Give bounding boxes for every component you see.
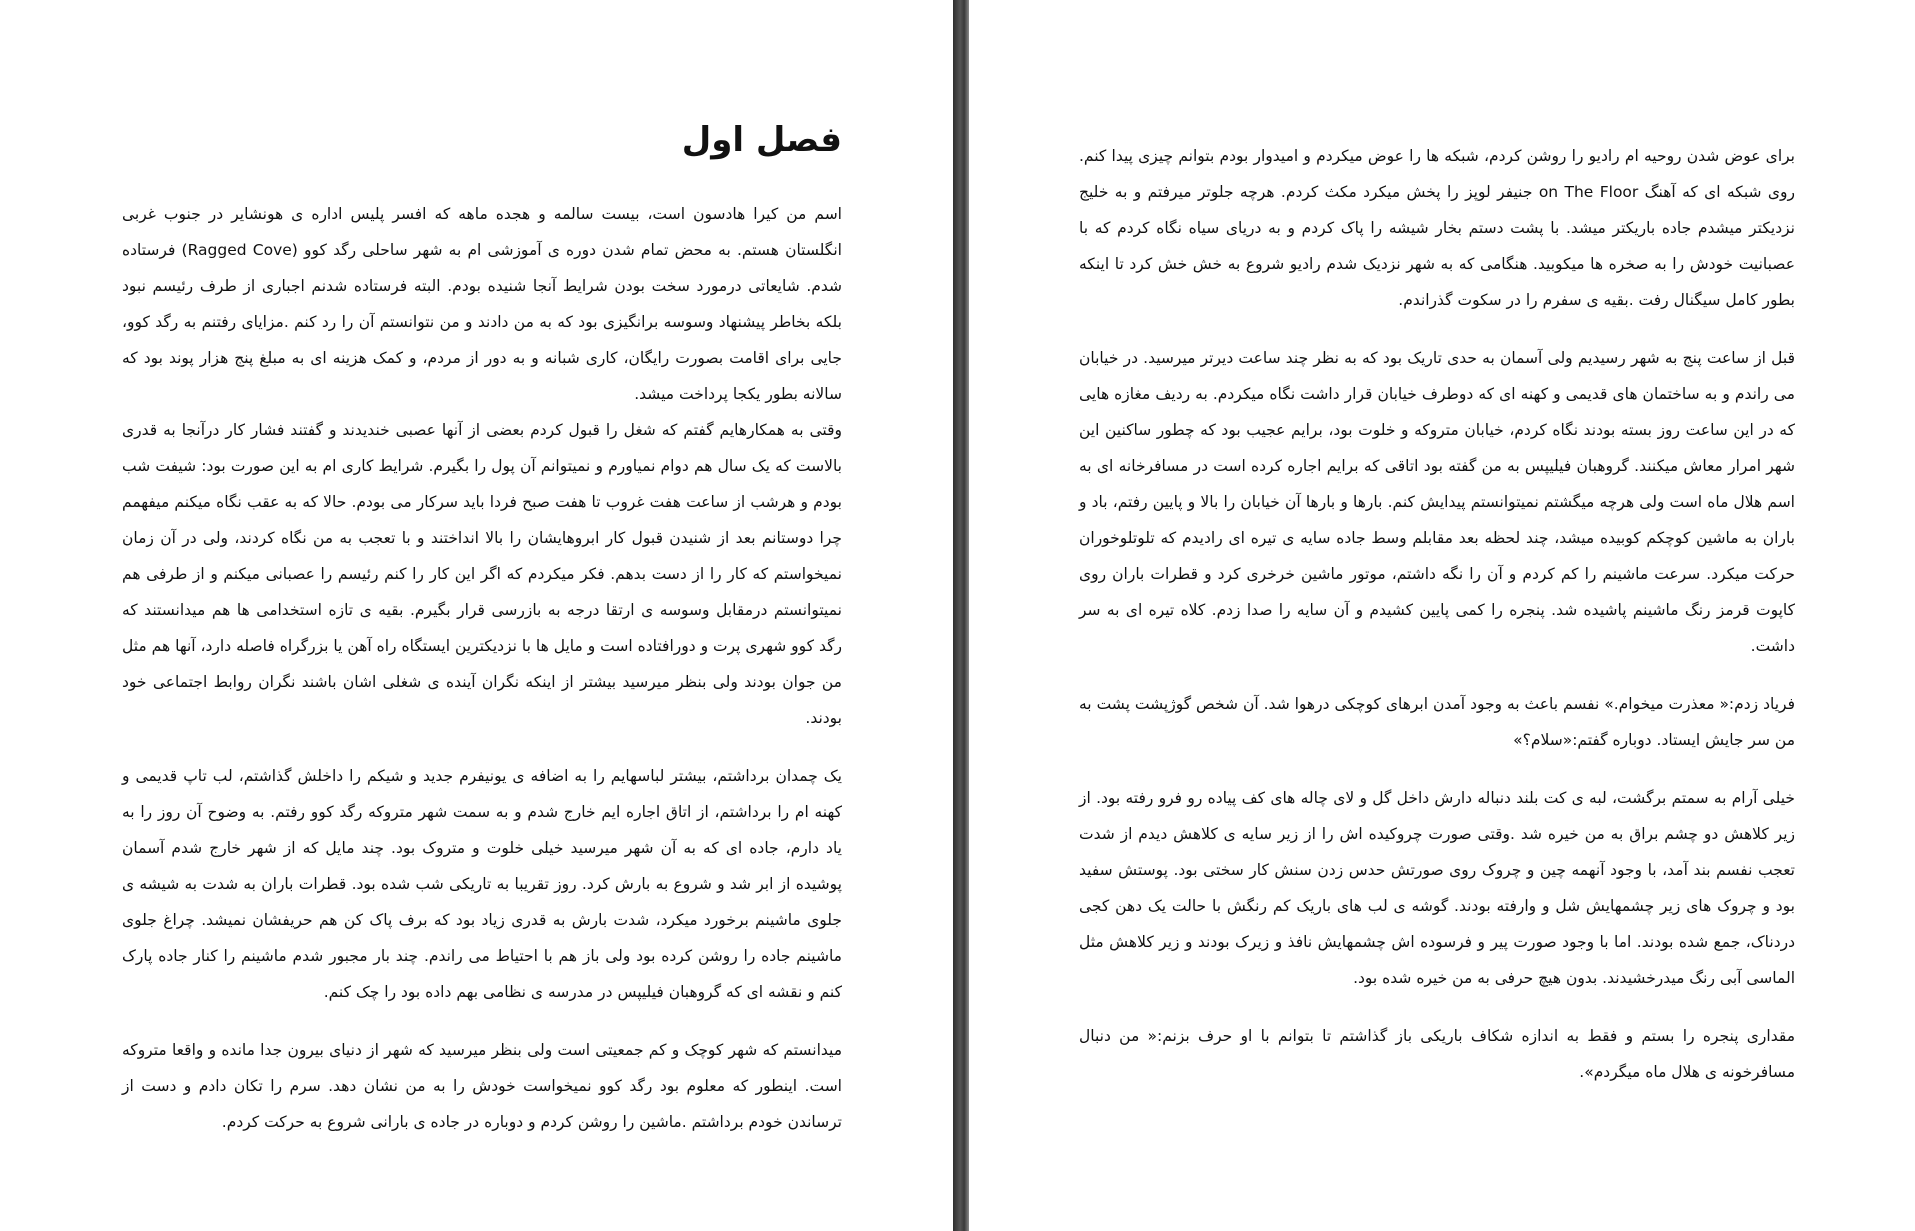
paragraph: فریاد زدم:« معذرت میخوام.» نفسم باعث به وجود آمدن ابرهای کوچکی درهوا شد. آن شخص گوژپشت پشت به من سر جایش ایستاد. دوباره گفتم:«سلام؟» [1079,695,1795,749]
left-page [0,0,953,1231]
left-page-body [122,196,842,1140]
paragraph: یک چمدان برداشتم، بیشتر لباسهایم را به اضافه ی یونیفرم جدید و شیکم را داخلش گذاشتم، لب تاپ قدیمی و کهنه ام را برداشتم، از اتاق اجاره ایم خارج شدم و به سمت شهر متروکه رگد کوو رفتم. به وضوح آن روز را به یاد دارم، جاده ای که به آن شهر میرسید خیلی خلوت و متروک بود. چند مایل که از شهر خارج شدم آسمان پوشیده از ابر شد و شروع به بارش کرد. روز تقریبا به تاریکی شب شده بود. قطرات باران به شدت به شیشه ی جلوی ماشینم برخورد میکرد، شدت بارش به قدری زیاد بود که برف پاک کن هم حریفشان نمیشد. چراغ جلوی ماشینم جاده را روشن کرده بود ولی باز هم با احتیاط می راندم. چند بار مجبور شدم ماشینم را کنار جاده پارک کنم و نقشه ای که گروهبان فیلیپس در مدرسه ی نظامی بهم داده بود را چک کنم. [122,767,842,1001]
paragraph: میدانستم که شهر کوچک و کم جمعیتی است ولی بنظر میرسید که شهر از دنیای بیرون جدا مانده و واقعا متروکه است. اینطور که معلوم بود رگد کوو نمیخواست خودش را به من نشان دهد. سرم را تکان دادم و دست از ترساندن خودم برداشتم .ماشین را روشن کردم و دوباره در جاده ی بارانی شروع به حرکت کردم. [122,1041,842,1131]
paragraph: اسم من کیرا هادسون است، بیست سالمه و هجده ماهه که افسر پلیس اداره ی هونشایر در جنوب غربی انگلستان هستم. به محض تمام شدن دوره ی آموزشی ام به شهر ساحلی رگد کوو (Ragged Cove) فرستاده شدم. شایعاتی درمورد سخت بودن شرایط آنجا شنیده بودم. البته فرستاده شدنم اجباری از طرف رئیسم نبود بلکه بخاطر پیشنهاد وسوسه برانگیزی بود که به من دادند و من نتوانستم آن را رد کنم .مزایای رفتنم به رگد کوو، جایی برای اقامت بصورت رایگان، کاری شبانه و به دور از مردم، و کمک هزینه ای به مبلغ پنج هزار پوند بود که سالانه بطور یکجا پرداخت میشد. [122,205,842,403]
paragraph: برای عوض شدن روحیه ام رادیو را روشن کردم، شبکه ها را عوض میکردم و امیدوار بودم بتوانم چیزی پیدا کنم. روی شبکه ای که آهنگ on The Floor جنیفر لوپز را پخش میکرد مکث کردم. هرچه جلوتر میرفتم و به خلیج نزدیکتر میشدم جاده باریکتر میشد. با پشت دستم بخار شیشه را پاک کردم و به دریای سیاه نگاه کردم که با عصبانیت خودش را به صخره ها میکوبید. هنگامی که به شهر نزدیک شدم رادیو شروع به خش خش کرد تا اینکه بطور کامل سیگنال رفت .بقیه ی سفرم را در سکوت گذراندم. [1079,147,1795,309]
paragraph: مقداری پنجره را بستم و فقط به اندازه شکاف باریکی باز گذاشتم تا بتوانم با او حرف بزنم:« من دنبال مسافرخونه ی هلال ماه میگردم». [1079,1027,1795,1081]
right-page [969,0,1915,1231]
chapter-title: فصل اول [681,120,842,160]
paragraph: قبل از ساعت پنج به شهر رسیدیم ولی آسمان به حدی تاریک بود که به نظر چند ساعت دیرتر میرسید. در خیابان می راندم و به ساختمان های قدیمی و کهنه ای که دوطرف خیابان قرار داشت نگاه میکردم. به ردیف مغازه هایی که در این ساعت روز بسته بودند نگاه کردم، خیابان متروکه و خلوت بود، برایم عجیب بود که چطور ساکنین این شهر امرار معاش میکنند. گروهبان فیلیپس به من گفته بود اتاقی که برایم اجاره کرده است در مسافرخانه ای به اسم هلال ماه است ولی هرچه میگشتم نمیتوانستم پیدایش کنم. بارها و بارها آن خیابان را بالا و پایین رفتم، باد و باران به ماشین کوچکم کوبیده میشد، چند لحظه بعد مقابلم وسط جاده سایه ی تیره ای رادیدم که تلوتلوخوران حرکت میکرد. سرعت ماشینم را کم کردم و آن را نگه داشتم، موتور ماشین خرخری کرد و قطرات باران روی کاپوت قرمز رنگ ماشینم پاشیده شد. پنجره را کمی پایین کشیدم و آن سایه را صدا زدم. کلاه تیره ای به سر داشت. [1079,349,1795,655]
right-page-body [1079,138,1795,1090]
paragraph: وقتی به همکارهایم گفتم که شغل را قبول کردم بعضی از آنها عصبی خندیدند و گفتند فشار کار درآنجا به قدری بالاست که یک سال هم دوام نمیاورم و نمیتوانم آن پول را بگیرم. شرایط کاری ام به این صورت بود: شیفت شب بودم و هرشب از ساعت هفت غروب تا هفت صبح فردا باید سرکار می بودم. حالا که به عقب نگاه میکنم میفهمم چرا دوستانم بعد از شنیدن قبول کار ابروهایشان را بالا انداختند و با تعجب به من نگاه کردند، ولی در آن زمان نمیخواستم که کار را از دست بدهم. فکر میکردم که اگر این کار را کنم رئیسم را عصبانی میکنم و از طرفی هم نمیتوانستم درمقابل وسوسه ی ارتقا درجه به بازرسی قرار بگیرم. بقیه ی تازه استخدامی ها هم میدانستند که رگد کوو شهری پرت و دورافتاده است و مایل ها با نزدیکترین ایستگاه راه آهن یا بزرگراه فاصله دارد، آنها هم مثل من جوان بودند ولی بنظر میرسید بیشتر از اینکه نگران آینده ی شغلی اشان باشند نگران روابط اجتماعی خود بودند. [122,421,842,727]
page-gutter [953,0,969,1231]
paragraph: خیلی آرام به سمتم برگشت، لبه ی کت بلند دنباله دارش داخل گل و لای چاله های کف پیاده رو فرو رفته بود. از زیر کلاهش دو چشم براق به من خیره شد .وقتی صورت چروکیده اش را از زیر سایه ی کلاهش دیدم از شدت تعجب نفسم بند آمد، با وجود آنهمه چین و چروک روی صورتش حدس زدن سنش کار سختی بود. پوستش سفید بود و چروک های زیر چشمهایش شل و وارفته بودند. گوشه ی لب های باریک کم رنگش با حالت یک دهن کجی دردناک، جمع شده بودند. اما با وجود صورت پیر و فرسوده اش چشمهایش نافذ و زیرک بودند و زیر کلاهش مثل الماسی آبی رنگ میدرخشیدند. بدون هیچ حرفی به من خیره شده بود. [1079,789,1795,987]
